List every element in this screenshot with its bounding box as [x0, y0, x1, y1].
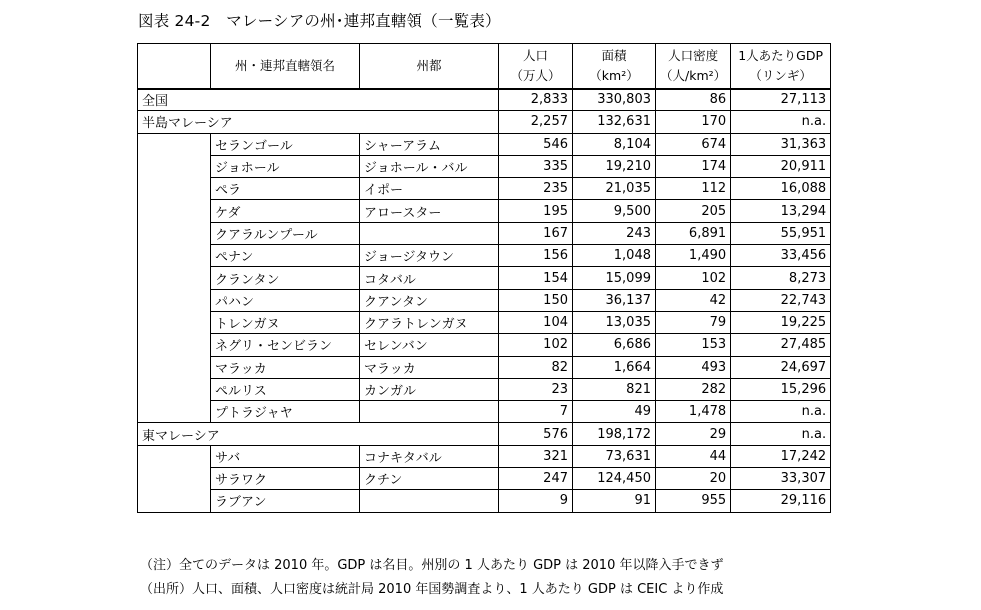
table-row	[138, 378, 831, 400]
east-row-area: 198,172	[573, 423, 656, 445]
total-row-gdp: 27,113	[731, 89, 831, 111]
table-title: 図表 24-2 マレーシアの州･連邦直轄領（一覧表）	[138, 12, 501, 30]
state-gdp: 31,363	[731, 133, 831, 155]
state-population: 150	[499, 289, 573, 311]
state-gdp: 24,697	[731, 356, 831, 378]
header-gdp-label: 1人あたりGDP	[738, 47, 824, 63]
state-gdp: 19,225	[731, 311, 831, 333]
state-gdp: 8,273	[731, 267, 831, 289]
state-density: 493	[656, 356, 731, 378]
state-density: 6,891	[656, 222, 731, 244]
state-population: 235	[499, 178, 573, 200]
state-area: 21,035	[573, 178, 656, 200]
header-population-unit: （万人）	[510, 67, 561, 83]
table-row	[138, 490, 831, 512]
state-capital: コナキタバル	[360, 445, 499, 467]
state-area: 36,137	[573, 289, 656, 311]
state-capital	[360, 490, 499, 512]
state-density: 102	[656, 267, 731, 289]
note-line: （注）全てのデータは 2010 年。GDP は名目。州別の 1 人あたり GDP は 2010 年以降入手できず	[140, 558, 724, 573]
header-area-label: 面積	[601, 47, 627, 63]
state-area: 49	[573, 401, 656, 423]
state-gdp: 55,951	[731, 222, 831, 244]
table-row	[138, 222, 831, 244]
state-name: セランゴール	[211, 133, 360, 155]
states-table	[137, 43, 831, 513]
state-area: 124,450	[573, 468, 656, 490]
state-name: トレンガヌ	[211, 311, 360, 333]
state-area: 243	[573, 222, 656, 244]
state-density: 174	[656, 155, 731, 177]
east-row-population: 576	[499, 423, 573, 445]
total-row-area: 330,803	[573, 89, 656, 111]
peninsular-row-population: 2,257	[499, 111, 573, 133]
state-name: ジョホール	[211, 155, 360, 177]
header-gdp	[731, 44, 831, 89]
state-name: サラワク	[211, 468, 360, 490]
header-population	[499, 44, 573, 89]
total-row-density: 86	[656, 89, 731, 111]
table-row	[138, 267, 831, 289]
state-name: ケダ	[211, 200, 360, 222]
state-area: 91	[573, 490, 656, 512]
state-area: 19,210	[573, 155, 656, 177]
state-density: 112	[656, 178, 731, 200]
state-population: 102	[499, 334, 573, 356]
notes	[140, 554, 723, 602]
state-area: 6,686	[573, 334, 656, 356]
state-name: ラブアン	[211, 490, 360, 512]
peninsular-row-area: 132,631	[573, 111, 656, 133]
header-capital: 州都	[360, 44, 499, 89]
state-density: 1,478	[656, 401, 731, 423]
state-gdp: 33,456	[731, 245, 831, 267]
state-capital	[360, 222, 499, 244]
state-density: 282	[656, 378, 731, 400]
state-capital: クアンタン	[360, 289, 499, 311]
state-density: 153	[656, 334, 731, 356]
table-row	[138, 178, 831, 200]
header-blank-cell	[138, 44, 211, 89]
header-population-label: 人口	[522, 47, 548, 63]
state-density: 20	[656, 468, 731, 490]
state-name: サバ	[211, 445, 360, 467]
state-gdp: 15,296	[731, 378, 831, 400]
state-population: 546	[499, 133, 573, 155]
state-population: 7	[499, 401, 573, 423]
table-row	[138, 155, 831, 177]
east-row	[138, 423, 831, 445]
table-row	[138, 468, 831, 490]
state-density: 205	[656, 200, 731, 222]
header-density-unit: （人/km²）	[660, 67, 727, 83]
state-population: 154	[499, 267, 573, 289]
state-capital: クチン	[360, 468, 499, 490]
state-density: 44	[656, 445, 731, 467]
state-capital: セレンバン	[360, 334, 499, 356]
state-population: 82	[499, 356, 573, 378]
east-row-gdp: n.a.	[731, 423, 831, 445]
table-row	[138, 401, 831, 423]
state-name: ペナン	[211, 245, 360, 267]
state-area: 73,631	[573, 445, 656, 467]
table-row	[138, 445, 831, 467]
header-name: 州・連邦直轄領名	[211, 44, 360, 89]
state-population: 167	[499, 222, 573, 244]
state-density: 674	[656, 133, 731, 155]
header-gdp-unit: （リンギ）	[749, 67, 812, 83]
state-area: 821	[573, 378, 656, 400]
state-capital	[360, 401, 499, 423]
header-area	[573, 44, 656, 89]
state-capital: アロースター	[360, 200, 499, 222]
state-area: 15,099	[573, 267, 656, 289]
state-gdp: 16,088	[731, 178, 831, 200]
state-population: 247	[499, 468, 573, 490]
state-population: 9	[499, 490, 573, 512]
state-population: 195	[499, 200, 573, 222]
state-name: クアラルンプール	[211, 222, 360, 244]
east-row-density: 29	[656, 423, 731, 445]
total-row-label: 全国	[138, 89, 499, 111]
total-row	[138, 89, 831, 111]
table-row	[138, 334, 831, 356]
peninsular-row-gdp: n.a.	[731, 111, 831, 133]
state-capital: ジョホール・バル	[360, 155, 499, 177]
state-capital: コタバル	[360, 267, 499, 289]
table-row	[138, 356, 831, 378]
state-gdp: 27,485	[731, 334, 831, 356]
state-population: 104	[499, 311, 573, 333]
table-body	[138, 44, 831, 513]
state-population: 23	[499, 378, 573, 400]
state-gdp: 33,307	[731, 468, 831, 490]
table-row	[138, 133, 831, 155]
table-row	[138, 245, 831, 267]
state-capital: シャーアラム	[360, 133, 499, 155]
state-density: 1,490	[656, 245, 731, 267]
state-population: 156	[499, 245, 573, 267]
state-name: ペラ	[211, 178, 360, 200]
state-name: マラッカ	[211, 356, 360, 378]
header-row	[138, 44, 831, 89]
total-row-population: 2,833	[499, 89, 573, 111]
state-gdp: 13,294	[731, 200, 831, 222]
state-name: ネグリ・センビラン	[211, 334, 360, 356]
note-line: （出所）人口、面積、人口密度は統計局 2010 年国勢調査より、1 人あたり GDP は CEIC より作成	[140, 582, 724, 597]
state-name: ペルリス	[211, 378, 360, 400]
state-capital: カンガル	[360, 378, 499, 400]
state-area: 13,035	[573, 311, 656, 333]
table-row	[138, 200, 831, 222]
state-capital: クアラトレンガヌ	[360, 311, 499, 333]
table-row	[138, 311, 831, 333]
group-indent-cell	[138, 445, 211, 512]
peninsular-row	[138, 111, 831, 133]
state-area: 1,048	[573, 245, 656, 267]
state-gdp: 29,116	[731, 490, 831, 512]
state-gdp: 22,743	[731, 289, 831, 311]
state-population: 335	[499, 155, 573, 177]
group-indent-cell	[138, 133, 211, 423]
state-gdp: 20,911	[731, 155, 831, 177]
state-name: パハン	[211, 289, 360, 311]
peninsular-row-label: 半島マレーシア	[138, 111, 499, 133]
state-gdp: 17,242	[731, 445, 831, 467]
header-density	[656, 44, 731, 89]
state-name: プトラジャヤ	[211, 401, 360, 423]
state-name: クランタン	[211, 267, 360, 289]
state-density: 955	[656, 490, 731, 512]
state-population: 321	[499, 445, 573, 467]
east-row-label: 東マレーシア	[138, 423, 499, 445]
state-area: 1,664	[573, 356, 656, 378]
state-density: 42	[656, 289, 731, 311]
state-capital: イポー	[360, 178, 499, 200]
state-area: 9,500	[573, 200, 656, 222]
state-gdp: n.a.	[731, 401, 831, 423]
header-density-label: 人口密度	[668, 47, 719, 63]
state-capital: ジョージタウン	[360, 245, 499, 267]
table-row	[138, 289, 831, 311]
peninsular-row-density: 170	[656, 111, 731, 133]
header-area-unit: （km²）	[589, 67, 639, 83]
state-density: 79	[656, 311, 731, 333]
state-capital: マラッカ	[360, 356, 499, 378]
state-area: 8,104	[573, 133, 656, 155]
